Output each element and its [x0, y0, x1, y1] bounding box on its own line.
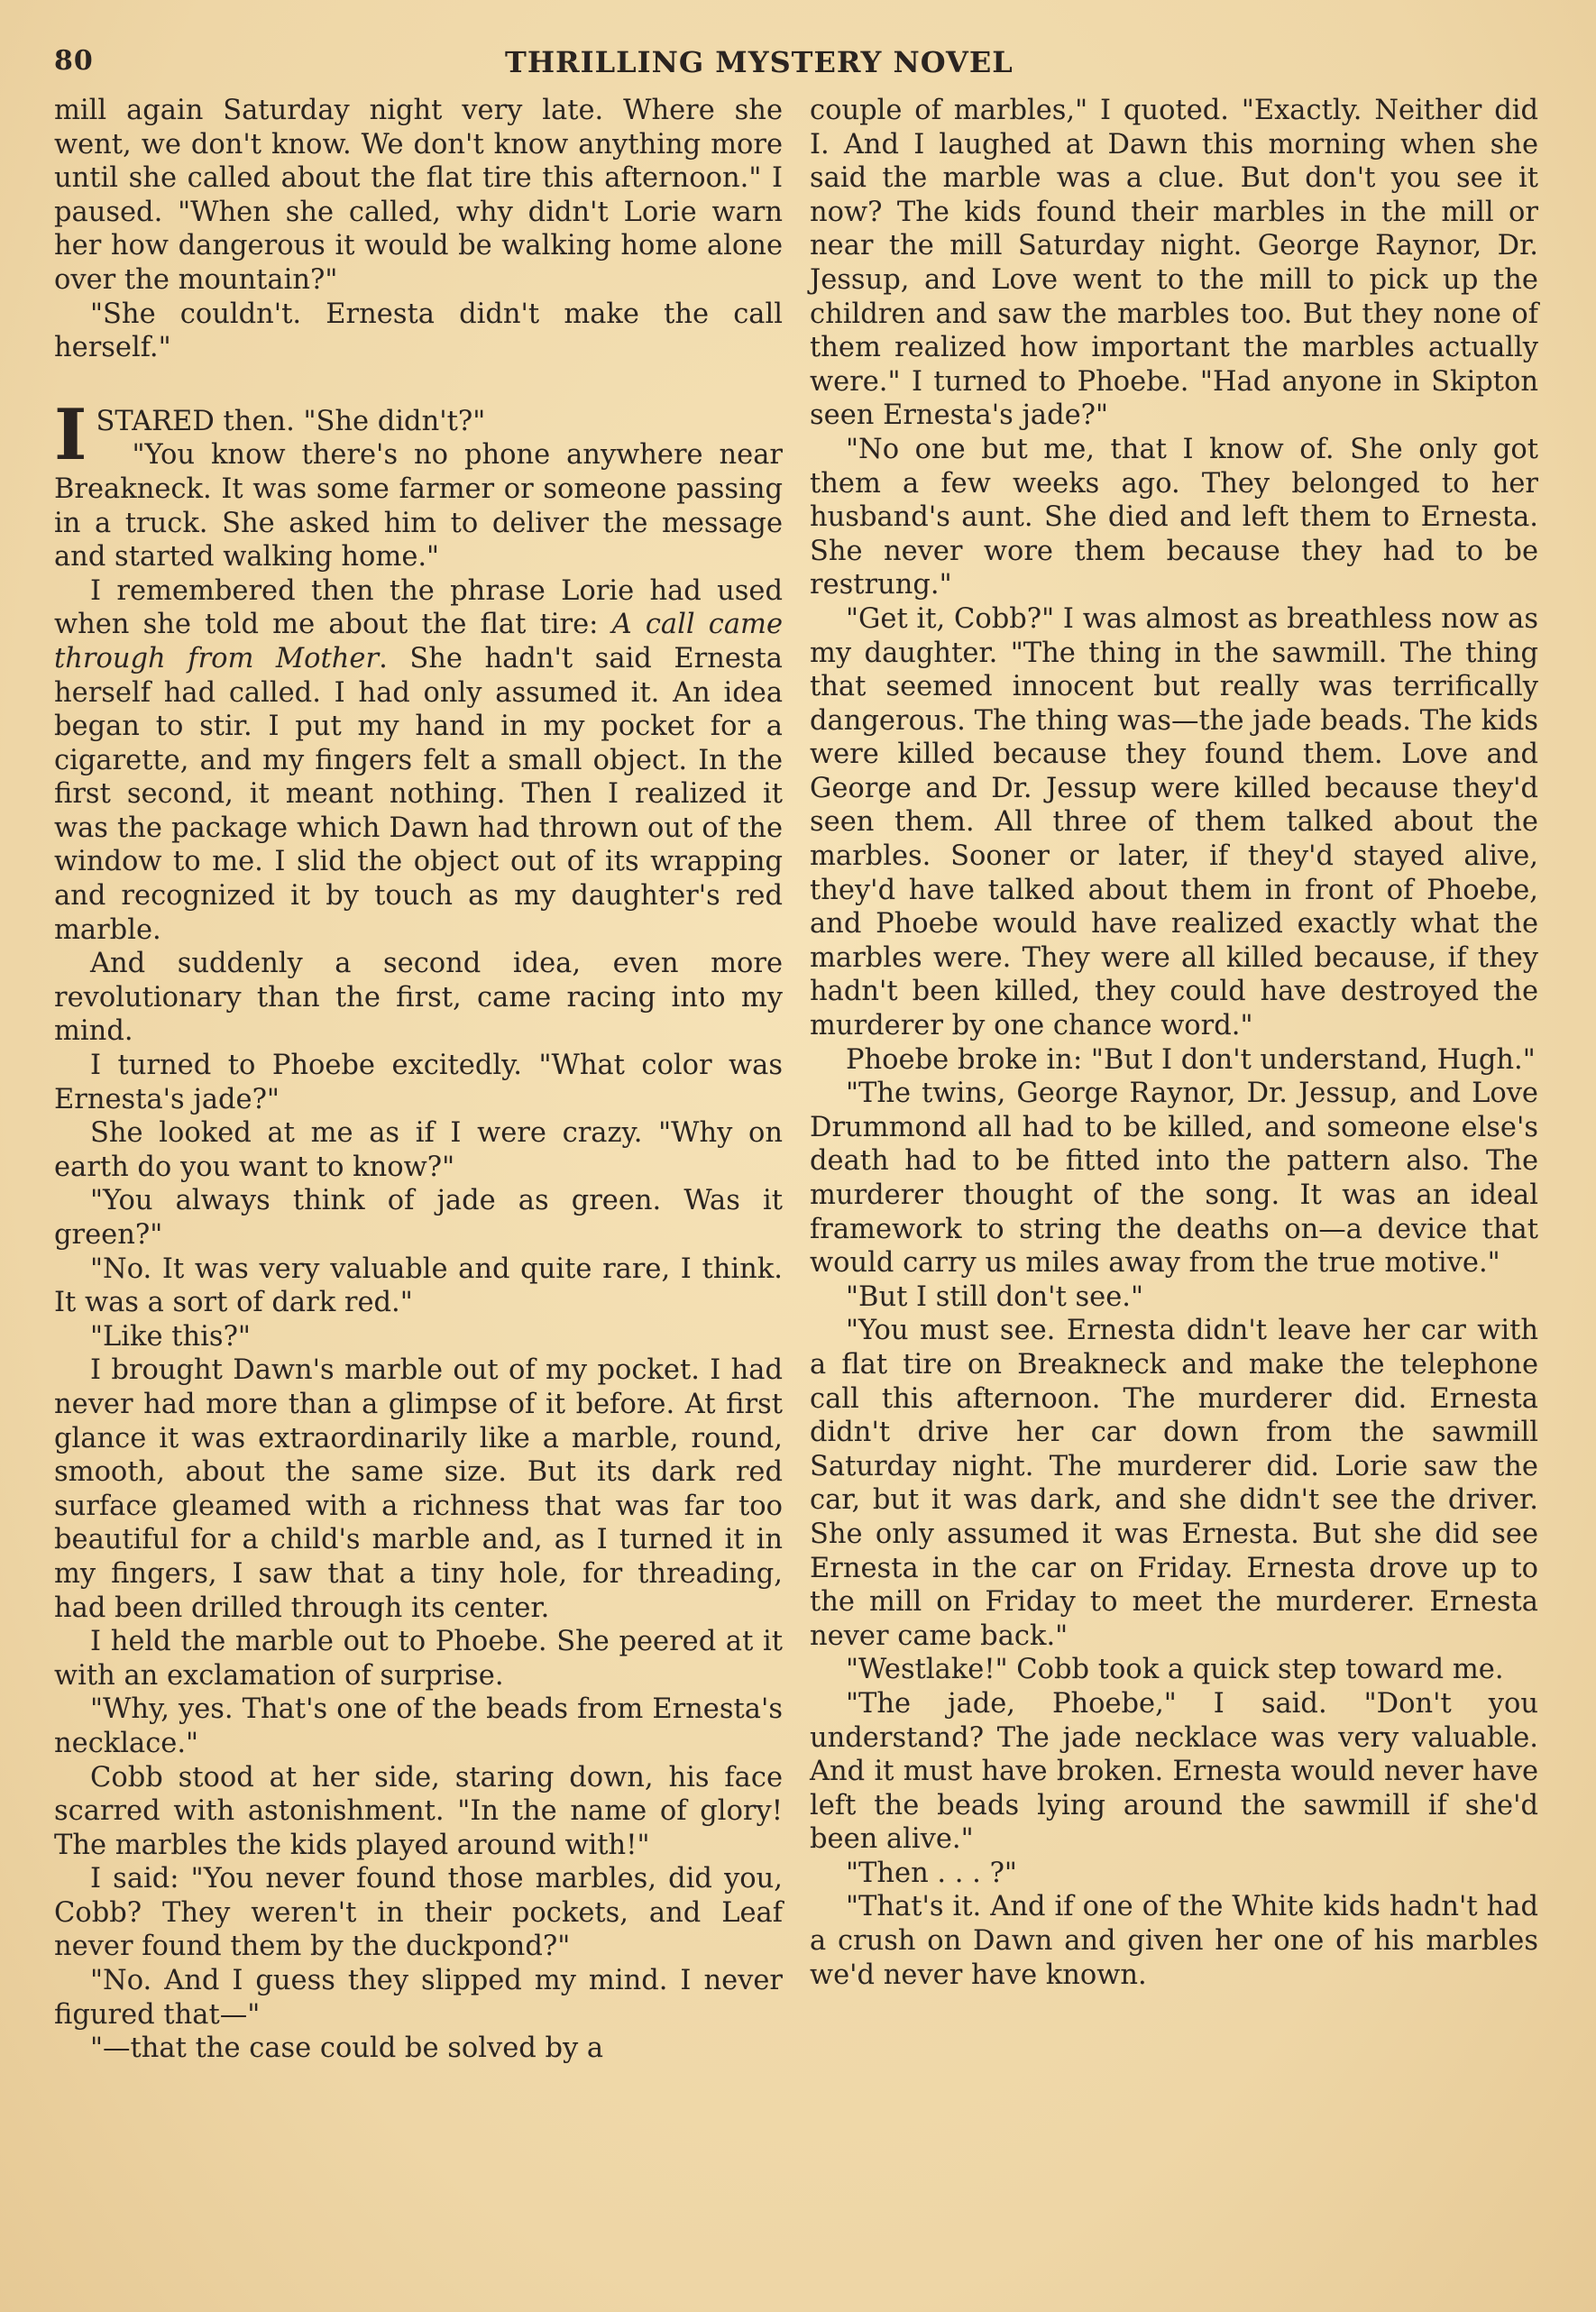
paragraph: I said: "You never found those marbles, did you, Cobb? They weren't in their pockets, and Leaf never found them by the duckpond?": [54, 1863, 783, 1963]
paragraph: "Like this?": [90, 1320, 251, 1353]
paragraph: "Then . . . ?": [846, 1857, 1017, 1889]
drop-cap: I: [54, 393, 87, 476]
section-opening-paragraph: [54, 393, 783, 476]
paragraph: "No one but me, that I know of. She only got them a few weeks ago. They belonged to her husband's aunt. She died and left them to Ernesta. She never wore them because they had to be restrung.": [810, 433, 1538, 601]
paragraph: "You must see. Ernesta didn't leave her car with a flat tire on Breakneck and make the telephone call this afternoon. The murderer did. Ernesta didn't drive her car down from the sawmill Saturday night. The murderer did. Lorie saw the car, but it was dark, and she didn't see the driver. She only assumed it was Ernesta. But she did see Ernesta in the car on Friday. Ernesta drove up to the mill on Friday to meet the murderer. Ernesta never came back.": [810, 1315, 1538, 1652]
right-column: [810, 94, 1538, 1992]
left-column: [54, 94, 783, 2066]
italic-phrase: A call came through from Mother: [54, 609, 783, 674]
running-head: THRILLING MYSTERY NOVEL: [505, 45, 1014, 79]
paragraph: "That's it. And if one of the White kids hadn't had a crush on Dawn and given her one of his marbles we'd never have known.: [810, 1891, 1538, 1991]
paragraph: couple of marbles," I quoted. "Exactly. Neither did I. And I laughed at Dawn this morning when she said the marble was a clue. But don't you see it now? The kids found their marbles in the mill or near the mill Saturday night. George Raynor, Dr. Jessup, and Love went to the mill to pick up the children and saw the marbles too. But they none of them realized how important the marbles actually were." I turned to Phoebe. "Had anyone in Skipton seen Ernesta's jade?": [810, 95, 1538, 432]
paragraph: "No. And I guess they slipped my mind. I never figured that—": [54, 1965, 783, 2031]
paragraph: "You always think of jade as green. Was it green?": [54, 1185, 783, 1251]
paragraph-text: STARED then. "She didn't?": [96, 405, 486, 437]
paragraph: "No. It was very valuable and quite rare, I think. It was a sort of dark red.": [54, 1252, 783, 1319]
paragraph: I turned to Phoebe excitedly. "What color was Ernesta's jade?": [54, 1050, 783, 1115]
paragraph: "But I still don't see.": [846, 1280, 1143, 1313]
paragraph: Cobb stood at her side, staring down, his face scarred with astonishment. "In the name of glory! The marbles the kids played around with!": [54, 1761, 783, 1861]
paragraph: mill again Saturday night very late. Where she went, we don't know. We don't know anything more until she called about the flat tire this afternoon." I paused. "When she called, why didn't Lorie warn her how dangerous it would be walking home alone over the mountain?": [54, 95, 783, 296]
paragraph: "Get it, Cobb?" I was almost as breathless now as my daughter. "The thing in the sawmill. The thing that seemed innocent but really was terrifically dangerous. The thing was—the jade beads. The kids were killed because they found them. Love and George and Dr. Jessup were killed because they'd seen them. All three of them talked about the marbles. Sooner or later, if they'd stayed alive, they'd have talked about them in front of Phoebe, and Phoebe would have realized exactly what the marbles were. They were all killed because, if they hadn't been killed, they could have destroyed the murderer by one chance word.": [810, 602, 1538, 1042]
paragraph: And suddenly a second idea, even more revolutionary than the first, came racing into my mind.: [54, 948, 783, 1048]
paragraph: I held the marble out to Phoebe. She peered at it with an exclamation of surprise.: [54, 1626, 783, 1692]
paragraph: She looked at me as if I were crazy. "Why on earth do you want to know?": [54, 1117, 783, 1183]
paragraph: "The twins, George Raynor, Dr. Jessup, and Love Drummond all had to be killed, and someone else's death had to be fitted into the pattern also. The murderer thought of the song. It was an ideal framework to string the deaths on—a device that would carry us miles away from the true motive.": [810, 1078, 1538, 1280]
page-number: 80: [54, 45, 94, 77]
paragraph: I brought Dawn's marble out of my pocket. I had never had more than a glimpse of it before. At first glance it was extraordinarily like a marble, round, smooth, about the same size. But its dark red surface gleamed with a richness that was far too beautiful for a child's marble and, as I turned it in my fingers, I saw that a tiny hole, for threading, had been drilled through its center.: [54, 1354, 783, 1624]
paragraph: "You know there's no phone anywhere near Breakneck. It was some farmer or someone passing in a truck. She asked him to deliver the message and started walking home.": [54, 439, 783, 573]
paragraph: "Westlake!" Cobb took a quick step toward me.: [846, 1654, 1504, 1686]
paragraph: "She couldn't. Ernesta didn't make the call herself.": [54, 298, 783, 364]
paragraph-text: . She hadn't said Ernesta herself had called. I had only assumed it. An idea began to stir. I put my hand in my pocket for a cigarette, and my fingers felt a small object. In the first second, it meant nothing. Then I realized it was the package which Dawn had thrown out of the window to me. I slid the object out of its wrapping and recognized it by touch as my daughter's red marble.: [54, 642, 783, 946]
paragraph: Phoebe broke in: "But I don't understand, Hugh.": [846, 1043, 1536, 1076]
paragraph: [54, 574, 783, 948]
paragraph: "—that the case could be solved by a: [90, 2032, 604, 2065]
paragraph: "The jade, Phoebe," I said. "Don't you understand? The jade necklace was very valuable. And it must have broken. Ernesta would never have left the beads lying around the sawmill if she'd been alive.": [810, 1687, 1538, 1856]
paragraph-text: I remembered then the phrase Lorie had used when she told me about the flat tire:: [54, 574, 783, 641]
page-header: [54, 45, 1542, 85]
paragraph: "Why, yes. That's one of the beads from Ernesta's necklace.": [54, 1693, 783, 1759]
